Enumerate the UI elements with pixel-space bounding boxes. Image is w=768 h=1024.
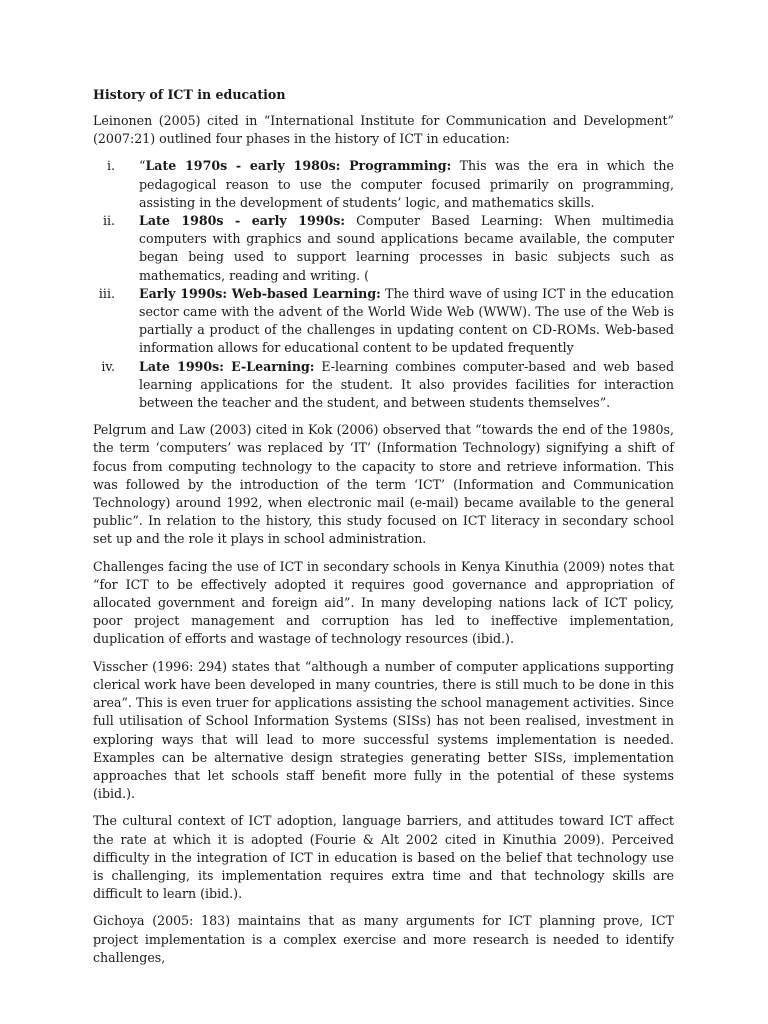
phase-item	[93, 358, 674, 413]
phases-list	[93, 157, 674, 412]
body-paragraph: Challenges facing the use of ICT in secondary schools in Kenya Kinuthia (2009) notes that “for ICT to be effectively adopted it requires good governance and appropriation of allocated government and foreign aid”. In many developing nations lack of ICT policy, poor project management and corruption has led to ineffective implementation, duplication of efforts and wastage of technology resources (ibid.).	[93, 558, 674, 647]
phase-term: Late 1990s: E-Learning:	[139, 358, 315, 374]
document-page	[93, 86, 674, 976]
phase-prefix: “	[139, 158, 146, 174]
phase-number: i.	[106, 158, 115, 174]
body-paragraph: Pelgrum and Law (2003) cited in Kok (2006) observed that “towards the end of the 1980s, the term ‘computers’ was replaced by ‘IT’ (Information Technology) signifying a shift of focus from computing technology to the capacity to store and retrieve information. This was followed by the introduction of the term ‘ICT’ (Information and Communication Technology) around 1992, when electronic mail (e-mail) became available to the general public”. In relation to the history, this study focused on ICT literacy in secondary school set up and the role it plays in school administration.	[93, 422, 674, 547]
phase-text: Computer Based Learning: When multimedia computers with graphics and sound applications became available, the computer began being used to support learning processes in basic subjects such as mathematics, reading and writing. (	[139, 213, 674, 283]
body-paragraph: The cultural context of ICT adoption, language barriers, and attitudes toward ICT affect the rate at which it is adopted (Fourie & Alt 2002 cited in Kinuthia 2009). Perceived difficulty in the integration of ICT in education is based on the belief that technology use is challenging, its implementation requires extra time and that technology skills are difficult to learn (ibid.).	[93, 813, 674, 902]
intro-paragraph: Leinonen (2005) cited in “International Institute for Communication and Development” (2007:21) outlined four phases in the history of ICT in education:	[93, 113, 674, 147]
phase-item	[93, 157, 674, 212]
body-paragraph: Visscher (1996: 294) states that “although a number of computer applications supporting clerical work have been developed in many countries, there is still much to be done in this area”. This is even truer for applications assisting the school management activities. Since full utilisation of School Information Systems (SISs) has not been realised, investment in exploring ways that will lead to more successful systems implementation is needed. Examples can be alternative design strategies generating better SISs, implementation approaches that let schools staff benefit more fully in the potential of these systems (ibid.).	[93, 658, 674, 802]
phase-number: iii.	[98, 285, 115, 301]
phase-text: The third wave of using ICT in the education sector came with the advent of the World Wide Web (WWW). The use of the Web is partially a product of the challenges in updating content on CD-ROMs. Web-based information allows for educational content to be updated frequently	[139, 285, 674, 356]
phase-term: Late 1980s - early 1990s:	[139, 213, 345, 229]
body-paragraph: Gichoya (2005: 183) maintains that as many arguments for ICT planning prove, ICT project implementation is a complex exercise and more research is needed to identify challenges,	[93, 913, 674, 965]
phase-term: Early 1990s: Web-based Learning:	[139, 285, 381, 301]
phase-text: E-learning combines computer-based and web based learning applications for the student. It also provides facilities for interaction between the teacher and the student, and between students themselves”.	[139, 358, 675, 411]
section-heading: History of ICT in education	[93, 87, 286, 102]
phase-number: ii.	[102, 213, 115, 229]
phase-term: Late 1970s - early 1980s: Programming:	[145, 158, 452, 174]
phase-text: This was the era in which the pedagogical reason to use the computer focused primarily on programming, assisting in the development of students’ logic, and mathematics skills.	[139, 158, 674, 210]
phase-number: iv.	[101, 358, 115, 374]
phase-item	[93, 212, 674, 285]
phase-item	[93, 285, 674, 358]
